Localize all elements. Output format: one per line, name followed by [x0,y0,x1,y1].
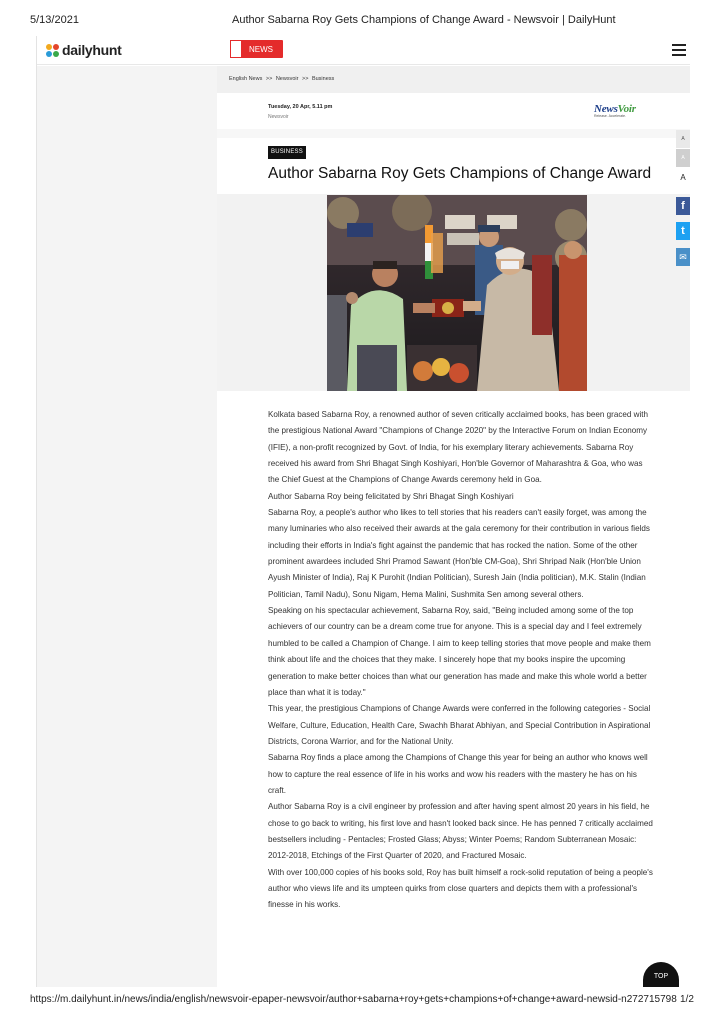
breadcrumb-separator: >> [265,76,273,82]
facebook-share-icon[interactable]: f [676,197,690,215]
print-header [0,14,724,30]
newsvoir-logo-tagline: Release. Accelerate. [594,114,627,118]
print-url: https://m.dailyhunt.in/news/india/english/newsvoir-epaper-newsvoir/author+sabarna+roy+gets+champions+of+change+award-newsid-n272715798 [30,994,677,1005]
print-title: Author Sabarna Roy Gets Champions of Change Award - Newsvoir | DailyHunt [232,14,616,26]
top-bar [37,36,690,65]
article-photo [327,195,587,391]
divider-band [217,129,690,138]
news-tab-swatch [230,40,242,58]
print-footer [0,994,724,1008]
main-content [217,66,690,987]
article-paragraph: Sabarna Roy, a people's author who likes to tell stories that his readers can't easily forget, was among the many luminaries who also received their awards at the gala ceremony for their contribution in various fields including their efforts in India's fight against the pandemic that has rocked the nation. Some of the other prominent awardees included Shri Pramod Sawant (Hon'ble CM-Goa), Shri Shripad Naik (Hon'ble Union Ayush Minister of India), Raj K Purohit (Indian Politician), Suresh Jain (India politician), M.K. Stalin (Indian Politician, Tamil Nadu), Sonu Nigam, Hema Malini, Sushmita Sen among several others. [268,508,650,599]
category-badge[interactable]: BUSINESS [268,146,306,159]
page-frame [36,36,689,987]
article-source[interactable]: Newsvoir [268,114,289,120]
scroll-to-top-button[interactable]: TOP [643,962,679,987]
news-tab-label: NEWS [249,44,273,54]
font-size-medium-button[interactable]: A [676,149,690,167]
newsvoir-logo[interactable] [594,103,649,119]
logo-dots-icon [46,44,59,57]
article-paragraph: Speaking on his spectacular achievement, Sabarna Roy, said, "Being included among some of the top achievers of our country can be a dream come true for anyone. This is a special day and I feel extremely humbled to be called a Champion of Change. I aim to keep telling stories that move people and make them think about life and the choices that they make. I sincerely hope that my books inspire the upcoming generation to make better choices than what our generation has made and make this whole world a better place than what it is today." [268,606,651,697]
article-paragraph: Author Sabarna Roy is a civil engineer by profession and after having spent almost 20 years in his field, he chose to go back to writing, his first love and hasn't looked back since. He has penned 7 critically acclaimed bestsellers including - Pentacles; Frosted Glass; Abyss; Winter Poems; Random Subterranean Mosaic: 2012-2018, Etchings of the First Quarter of 2020, and Fractured Mosaic. [268,802,653,861]
award-ceremony-photo [327,195,587,391]
font-size-small-button[interactable]: A [676,130,690,148]
news-tab[interactable] [230,40,283,58]
article-paragraph: Sabarna Roy finds a place among the Champions of Change this year for being an author who knows well how to capture the real essence of life in his works and wow his readers with the mastery he has on his craft. [268,753,648,795]
article-headline: Author Sabarna Roy Gets Champions of Change Award [268,165,652,182]
font-size-large-button[interactable]: A [676,168,690,186]
newsvoir-logo-main: News [594,103,618,115]
twitter-share-icon[interactable]: t [676,222,690,240]
article-dateline: Tuesday, 20 Apr, 5.11 pm [268,104,333,110]
article-paragraph: With over 100,000 copies of his books sold, Roy has built himself a rock-solid reputation of being a people's author who views life and its umpteen quirks from close quarters and depicts them with a professional's finesse in his works. [268,867,653,910]
left-rail [37,66,217,987]
dailyhunt-logo[interactable] [46,41,122,59]
breadcrumb-separator: >> [301,76,309,82]
article-paragraph: Author Sabarna Roy being felicitated by Shri Bhagat Singh Koshiyari [268,491,514,501]
hamburger-menu-icon[interactable] [672,44,686,56]
article-body [268,407,654,914]
breadcrumb-item-business[interactable]: Business [311,76,335,82]
article-paragraph: Kolkata based Sabarna Roy, a renowned author of seven critically acclaimed books, has been graced with the prestigious National Award "Champions of Change 2020" by the Interactive Forum on Indian Economy (IFIE), a non-profit recognized by Govt. of India, for his exemplary literary achievements. Sabarna Roy received his award from Shri Bhagat Singh Koshiyari, Hon'ble Governor of Maharashtra & Goa, who was the Chief Guest at the Champions of Change Awards ceremony held in Goa. [268,410,649,485]
breadcrumb-item-newsvoir[interactable]: Newsvoir [275,76,299,82]
print-page-number: 1/2 [680,994,694,1005]
logo-text: dailyhunt [62,42,122,58]
article-paragraph: This year, the prestigious Champions of Change Awards were conferred in the following categories - Social Welfare, Culture, Education, Health Care, Swachh Bharat Abhiyan, and Special Contribution in Aspirational Districts, Corona Warrior, and for the National Unity. [268,704,651,746]
font-size-controls [676,130,690,187]
email-share-icon[interactable]: ✉ [676,248,690,266]
newsvoir-logo-accent: Voir [617,103,636,115]
breadcrumb [217,66,690,93]
print-date: 5/13/2021 [30,14,79,26]
breadcrumb-item-english-news[interactable]: English News [229,76,263,82]
